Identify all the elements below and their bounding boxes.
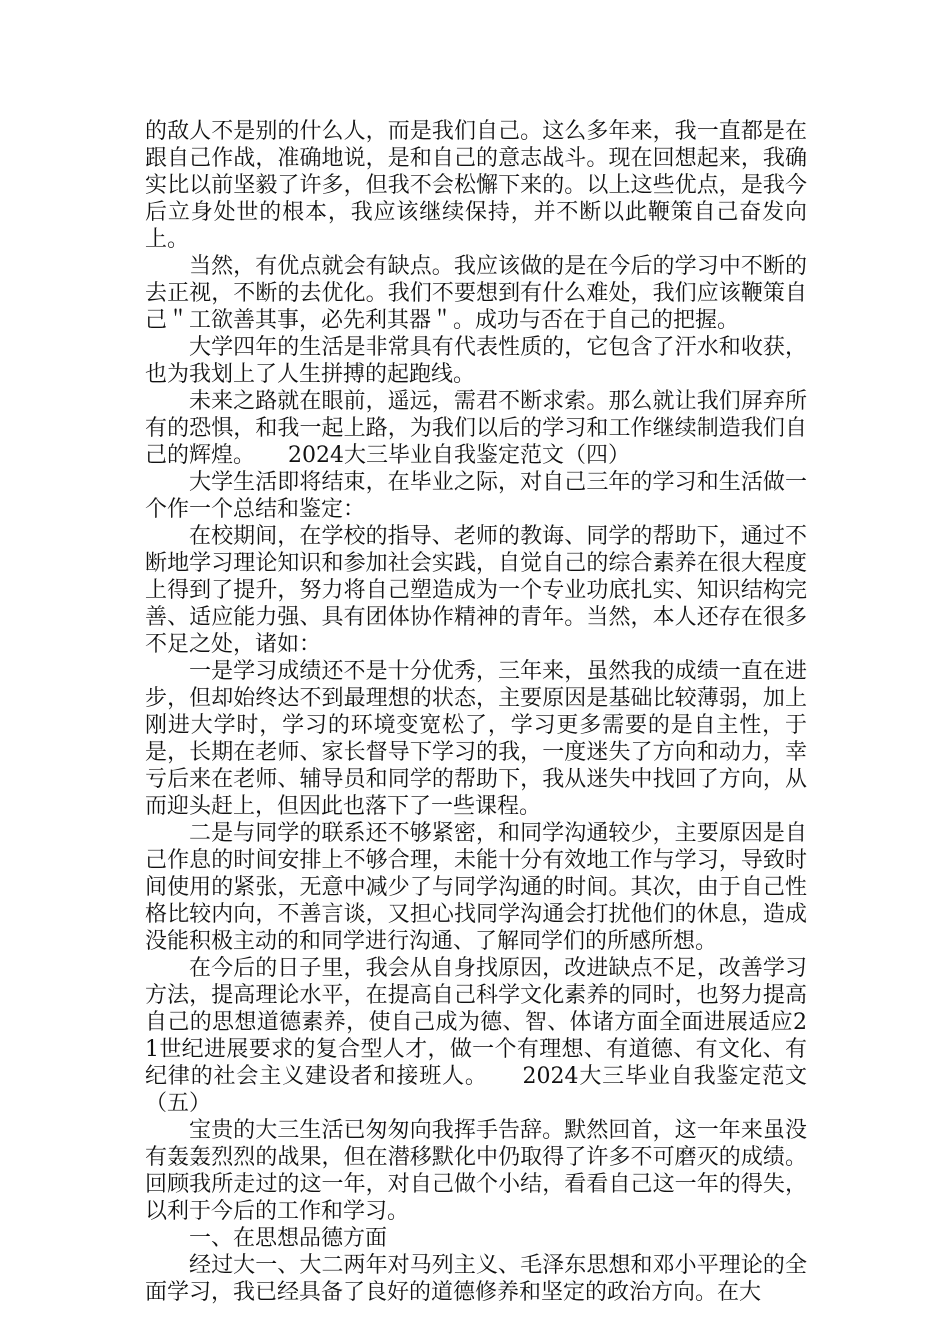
paragraph-8: 二是与同学的联系还不够紧密，和同学沟通较少，主要原因是自己作息的时间安排上不够合理，未能十分有效地工作与学习，导致时间使用的紧张，无意中减少了与同学沟通的时间。其次，由于自己性格比较内向，不善言谈，又担心找同学沟通会打扰他们的休息，造成没能积极主动的和同学进行沟通、了解同学们的所感所想。 xyxy=(145,821,807,954)
paragraph-7: 一是学习成绩还不是十分优秀，三年来，虽然我的成绩一直在进步，但却始终达不到最理想的状态，主要原因是基础比较薄弱，加上刚进大学时，学习的环境变宽松了，学习更多需要的是自主性，于是，长期在老师、家长督导下学习的我，一度迷失了方向和动力，幸亏后来在老师、辅导员和同学的帮助下，我从迷失中找回了方向，从而迎头赶上，但因此也落下了一些课程。 xyxy=(145,659,807,819)
paragraph-1: 的敌人不是别的什么人，而是我们自己。这么多年来，我一直都是在跟自己作战，准确地说，是和自己的意志战斗。现在回想起来，我确实比以前坚毅了许多，但我不会松懈下来的。以上这些优点，是我今后立身处世的根本，我应该继续保持，并不断以此鞭策自己奋发向上。 xyxy=(145,119,807,252)
paragraph-4: 未来之路就在眼前，遥远，需君不断求索。那么就让我们屏弃所有的恐惧，和我一起上路，为我们以后的学习和工作继续制造我们自己的辉煌。 2024大三毕业自我鉴定范文（四） xyxy=(145,389,807,468)
paragraph-6: 在校期间，在学校的指导、老师的教诲、同学的帮助下，通过不断地学习理论知识和参加社会实践，自觉自己的综合素养在很大程度上得到了提升，努力将自己塑造成为一个专业功底扎实、知识结构完善、适应能力强、具有团体协作精神的青年。当然，本人还存在很多不足之处，诸如： xyxy=(145,524,807,657)
paragraph-3: 大学四年的生活是非常具有代表性质的，它包含了汗水和收获，也为我划上了人生拼搏的起跑线。 xyxy=(145,335,807,387)
section-heading-1: 一、在思想品德方面 xyxy=(189,1226,388,1251)
paragraph-2: 当然，有优点就会有缺点。我应该做的是在今后的学习中不断的去正视，不断的去优化。我们不要想到有什么难处，我们应该鞭策自己＂工欲善其事，必先利其器＂。成功与否在于自己的把握。 xyxy=(145,254,807,333)
paragraph-5: 大学生活即将结束，在毕业之际，对自己三年的学习和生活做一个作一个总结和鉴定： xyxy=(145,470,807,522)
paragraph-11: 经过大一、大二两年对马列主义、毛泽东思想和邓小平理论的全面学习，我已经具备了良好的道德修养和坚定的政治方向。在大 xyxy=(145,1253,807,1305)
document-page xyxy=(145,118,807,1306)
paragraph-10: 宝贵的大三生活已匆匆向我挥手告辞。默然回首，这一年来虽没有轰轰烈烈的战果，但在潜移默化中仍取得了许多不可磨灭的成绩。回顾我所走过的这一年，对自己做个小结，看看自己这一年的得失，以利于今后的工作和学习。 xyxy=(145,1118,807,1224)
paragraph-9: 在今后的日子里，我会从自身找原因，改进缺点不足，改善学习方法，提高理论水平，在提高自己科学文化素养的同时，也努力提高自己的思想道德素养，使自己成为德、智、体诸方面全面进展适应21世纪进展要求的复合型人才，做一个有理想、有道德、有文化、有纪律的社会主义建设者和接班人。 2024大三毕业自我鉴定范文（五） xyxy=(145,956,807,1116)
